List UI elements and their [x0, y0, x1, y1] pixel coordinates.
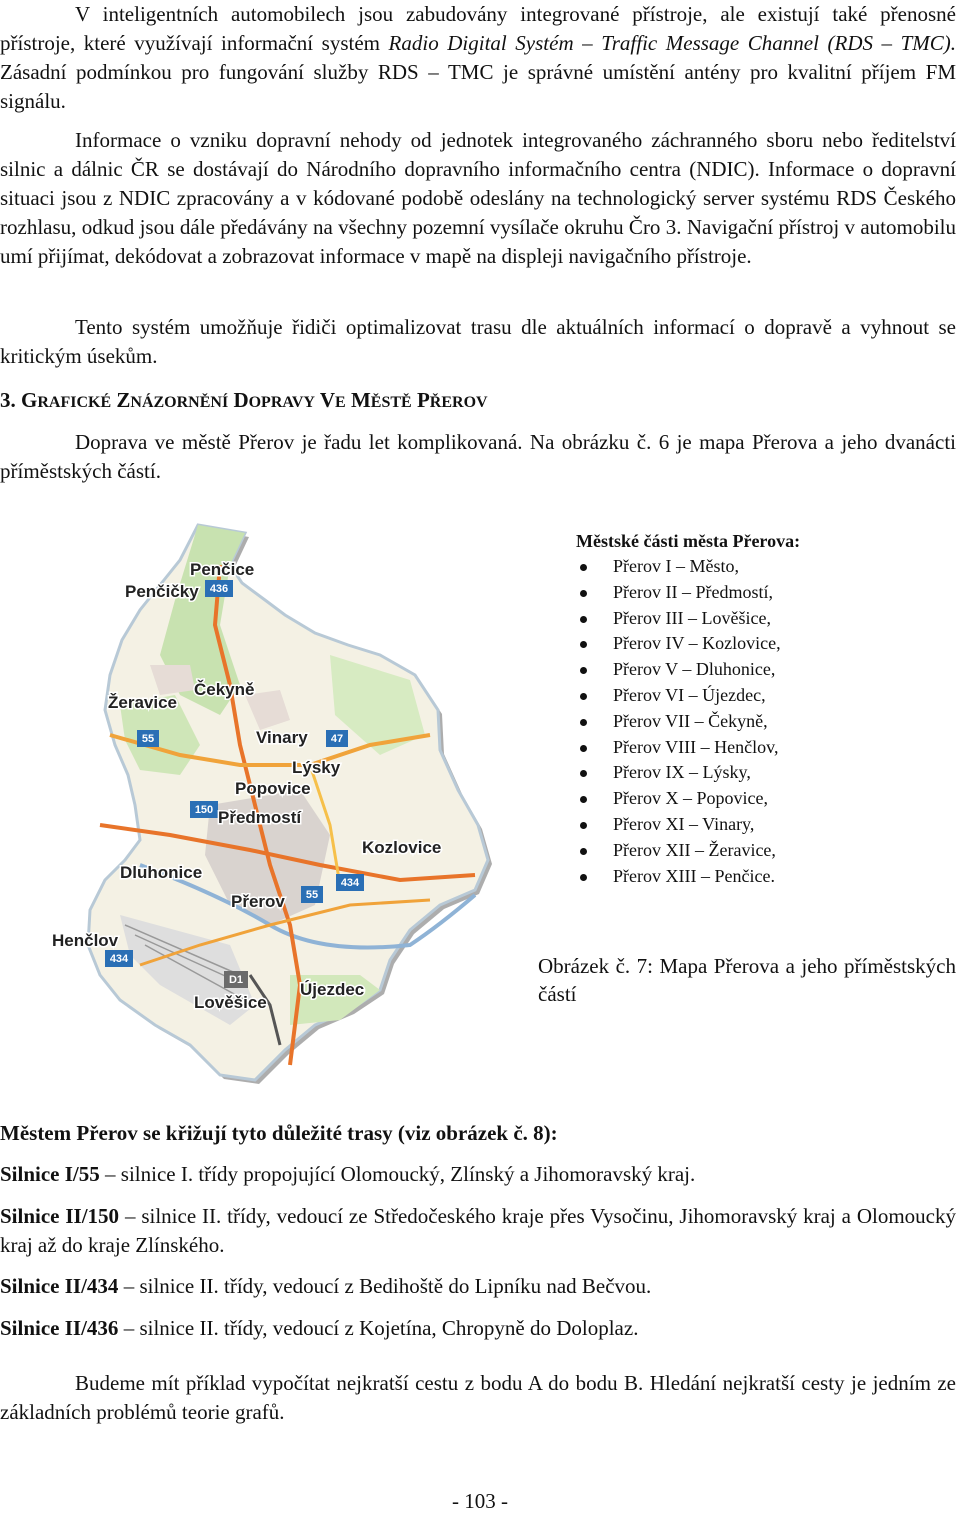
road-badge: 434	[340, 877, 360, 889]
road-badge: 150	[194, 804, 214, 816]
district-item: Přerov XII – Žeravice,	[576, 838, 906, 864]
map-label: Lověšice	[194, 993, 267, 1012]
route-desc: – silnice II. třídy, vedoucí z Kojetína, Chropyně do Doloplaz.	[123, 1316, 639, 1340]
p1-text: V inteligentních automobilech jsou zabudovány integrované přístroje, ale existují také přenosné přístroje, které využívají informační systém	[0, 2, 956, 55]
paragraph-5	[0, 1369, 956, 1427]
route-name: Silnice II/436	[0, 1316, 119, 1340]
districts-title: Městské části města Přerova:	[576, 531, 801, 551]
district-item: Přerov III – Lověšice,	[576, 606, 906, 632]
road-badge: 436	[209, 583, 229, 595]
route-2	[0, 1202, 956, 1260]
map-label: Čekyně	[194, 680, 255, 699]
road-badge: 434	[109, 953, 129, 965]
map-label: Penčičky	[125, 582, 199, 601]
route-desc: – silnice I. třídy propojující Olomoucký, Zlínský a Jihomoravský kraj.	[105, 1162, 696, 1186]
caption-label: Obrázek č. 7:	[538, 954, 653, 978]
map-label: Lýsky	[292, 758, 341, 777]
route-desc: – silnice II. třídy, vedoucí ze Středočeského kraje přes Vysočinu, Jihomoravský kraj a Olomoucký kraj až do kraje Zlínského.	[0, 1204, 956, 1257]
paragraph-1	[0, 0, 956, 116]
prerov-map	[52, 505, 520, 1085]
map-label: Újezdec	[300, 980, 365, 999]
route-name: Silnice I/55	[0, 1162, 100, 1186]
road-badge: D1	[228, 974, 244, 986]
road-badge: 47	[330, 733, 344, 745]
routes-intro-text: Městem Přerov se křižují tyto důležité trasy (viz obrázek č. 8):	[0, 1121, 558, 1145]
route-desc: – silnice II. třídy, vedoucí z Bedihoště do Lipníku nad Bečvou.	[123, 1274, 652, 1298]
district-item: Přerov XIII – Penčice.	[576, 864, 906, 890]
district-item: Přerov X – Popovice,	[576, 786, 906, 812]
district-item: Přerov VII – Čekyně,	[576, 709, 906, 735]
route-3	[0, 1272, 956, 1301]
p3-text: Tento systém umožňuje řidiči optimalizovat trasu dle aktuálních informací o dopravě a vyhnout se kritickým úsekům.	[0, 315, 956, 368]
route-name: Silnice II/150	[0, 1204, 120, 1228]
map-label: Popovice	[235, 779, 311, 798]
p4-text: Doprava ve městě Přerov je řadu let komplikovaná. Na obrázku č. 6 je mapa Přerova a jeho dvanácti příměstských částí.	[0, 430, 956, 483]
district-items	[576, 554, 906, 889]
map-label: Penčice	[190, 560, 255, 579]
paragraph-4	[0, 428, 956, 486]
route-name: Silnice II/434	[0, 1274, 119, 1298]
district-item: Přerov IX – Lýsky,	[576, 760, 906, 786]
road-badge: 55	[305, 889, 319, 901]
caption-text: Mapa Přerova a jeho příměstských částí	[538, 954, 956, 1006]
p1-tail: Zásadní podmínkou pro fungování služby RDS – TMC je správné umístění antény pro kvalitní příjem FM signálu.	[0, 60, 956, 113]
paragraph-2	[0, 126, 956, 271]
map-label: Vinary	[256, 728, 308, 747]
paragraph-3	[0, 313, 956, 371]
district-item: Přerov XI – Vinary,	[576, 812, 906, 838]
map-label: Předmostí	[218, 808, 302, 827]
map-label: Přerov	[231, 892, 285, 911]
map-label: Henčlov	[52, 931, 119, 950]
figure-caption	[538, 952, 956, 1008]
district-item: Přerov IV – Kozlovice,	[576, 631, 906, 657]
road-badge: 55	[141, 733, 155, 745]
p2-text: Informace o vzniku dopravní nehody od jednotek integrovaného záchranného sboru nebo ředitelství silnic a dálnic ČR se dostávají do Národního dopravního informačního centra (NDIC). Informace o dopravní situaci jsou z NDIC zpracovány a v kódované podobě odeslány na technologický server systému RDS Českého rozhlasu, odkud jsou dále předávány na všechny pozemní vysílače okruhu Čro 3. Navigační přístroj v automobilu umí přijímat, dekódovat a zobrazovat informace v mapě na displeji navigačního přístroje.	[0, 128, 956, 268]
map-label: Kozlovice	[362, 838, 442, 857]
heading-number: 3.	[0, 388, 16, 412]
routes-intro	[0, 1119, 956, 1148]
p5-text: Budeme mít příklad vypočítat nejkratší cestu z bodu A do bodu B. Hledání nejkratší cesty je jedním ze základních problémů teorie grafů.	[0, 1371, 956, 1424]
p1-italic: Radio Digital Systém – Traffic Message Channel (RDS – TMC).	[388, 31, 956, 55]
page-number: - 103 -	[452, 1489, 508, 1513]
district-item: Přerov I – Město,	[576, 554, 906, 580]
route-4	[0, 1314, 956, 1343]
district-item: Přerov II – Předmostí,	[576, 580, 906, 606]
section-heading	[0, 386, 488, 417]
route-1	[0, 1160, 956, 1189]
district-item: Přerov VI – Újezdec,	[576, 683, 906, 709]
district-item: Přerov VIII – Henčlov,	[576, 735, 906, 761]
districts-list	[576, 528, 906, 889]
district-item: Přerov V – Dluhonice,	[576, 657, 906, 683]
heading-text: GRAFICKÉ ZNÁZORNĚNÍ DOPRAVY VE MĚSTĚ PŘEROV	[21, 388, 488, 412]
map-label: Dluhonice	[120, 863, 203, 882]
map-label: Žeravice	[108, 693, 177, 712]
